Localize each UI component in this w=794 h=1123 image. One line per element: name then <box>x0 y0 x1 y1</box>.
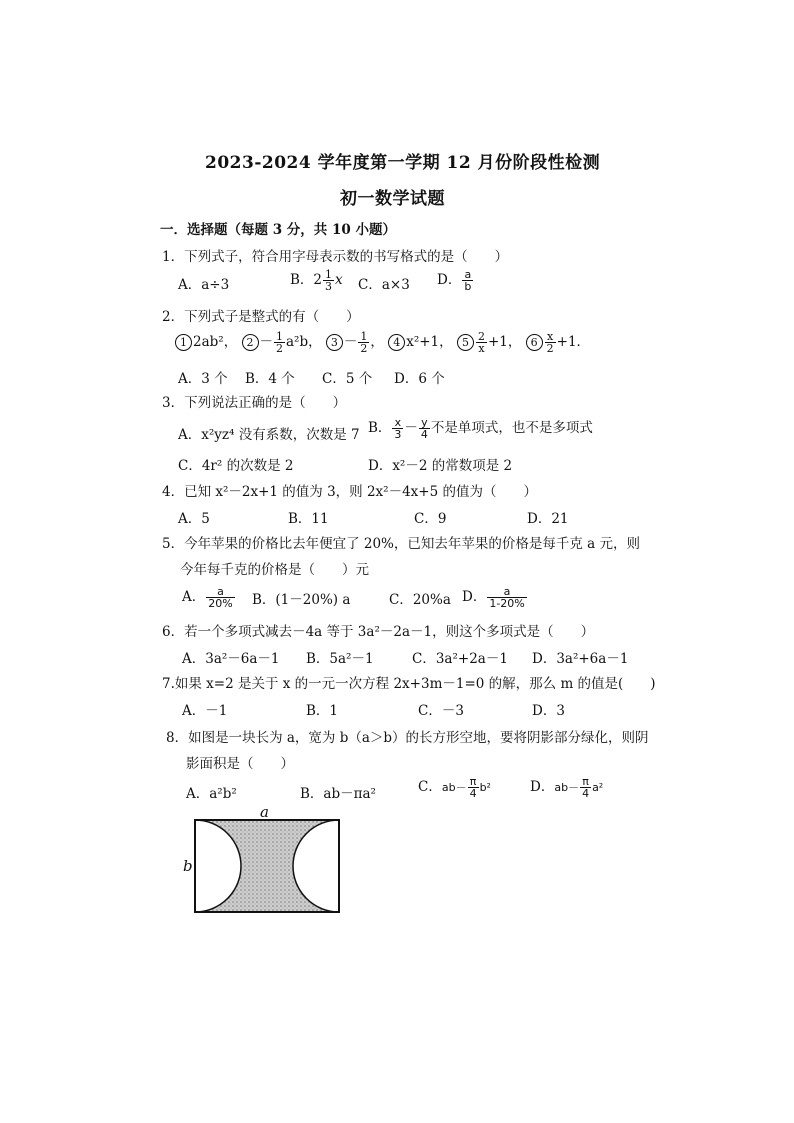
q4-option-b: B．11 <box>288 511 329 527</box>
q6-stem: 6．若一个多项式减去－4a 等于 3a²－2a－1，则这个多项式是（ ） <box>162 624 595 640</box>
q3-option-c: C．4r² 的次数是 2 <box>178 458 294 474</box>
q1-stem: 1．下列式子，符合用字母表示数的书写格式的是（ ） <box>162 249 509 265</box>
circled-number-4: 4 <box>388 334 405 351</box>
q7-option-a: A．－1 <box>182 703 228 719</box>
q5-stem-line1: 5．今年苹果的价格比去年便宜了 20%，已知去年苹果的价格是每千克 a 元，则 <box>162 536 641 552</box>
q2-option-a: A．3 个 <box>178 371 228 387</box>
figure-label-b: b <box>183 857 193 875</box>
q4-option-c: C．9 <box>414 511 447 527</box>
circled-number-6: 6 <box>526 334 543 351</box>
q7-option-d: D．3 <box>532 703 565 719</box>
q1-option-c: C．a×3 <box>358 277 410 293</box>
q7-option-b: B．1 <box>306 703 339 719</box>
q7-option-c: C．－3 <box>418 703 464 719</box>
q5-option-c: C．20%a <box>389 592 451 608</box>
q3-option-d: D．x²－2 的常数项是 2 <box>368 458 513 474</box>
q6-option-c: C．3a²+2a－1 <box>412 651 508 667</box>
q2-option-b: B．4 个 <box>245 371 295 387</box>
figure-label-a: a <box>260 803 269 821</box>
circled-number-1: 1 <box>175 334 192 351</box>
q8-stem-line2: 影面积是（ ） <box>186 756 294 772</box>
q4-option-a: A．5 <box>178 511 210 527</box>
q8-rectangle-figure <box>180 805 350 920</box>
section-heading: 一．选择题（每题 3 分，共 10 小题） <box>160 222 396 238</box>
q6-option-d: D．3a²+6a－1 <box>532 651 629 667</box>
q4-option-d: D．21 <box>527 511 569 527</box>
q5-stem-line2: 今年每千克的价格是（ ）元 <box>180 562 369 578</box>
exam-subtitle: 初一数学试题 <box>340 189 445 209</box>
q2-stem: 2．下列式子是整式的有（ ） <box>162 309 360 325</box>
q8-option-c: C．ab－ $\frac{\pi}{4}$ b² <box>418 775 491 800</box>
q3-option-b: B． $\frac{x}{3}$ － $\frac{y}{4}$ 不是单项式，也不是多项式 <box>368 416 593 441</box>
q1-option-d: D． $\frac{a}{b}$ <box>437 268 472 293</box>
q4-stem: 4．已知 x²－2x+1 的值为 3，则 2x²－4x+5 的值为（ ） <box>162 484 537 500</box>
q8-option-b: B．ab－πa² <box>300 786 376 802</box>
q2-expressions: 1 2ab²， 2 － $\frac{1}{2}$ a²b， 3 － $\frac{1}{2}$ ， 4 x²+1， 5 $\frac{2}{x}$ +1， 6 $\frac{x}{2}$ +1． <box>175 330 590 354</box>
q6-option-a: A．3a²－6a－1 <box>182 651 280 667</box>
circled-number-3: 3 <box>326 334 343 351</box>
q5-option-b: B．(1－20%) a <box>252 592 351 608</box>
circled-number-5: 5 <box>457 334 474 351</box>
q5-option-d: D． $\frac{a}{1-20\%}$ <box>462 585 525 610</box>
q2-option-d: D．6 个 <box>394 371 445 387</box>
q8-option-d: D．ab－ $\frac{\pi}{4}$ a² <box>530 775 604 800</box>
q3-option-a: A．x²yz⁴ 没有系数，次数是 7 <box>178 427 360 443</box>
exam-title: 2023-2024 学年度第一学期 12 月份阶段性检测 <box>205 153 601 173</box>
q6-option-b: B．5a²－1 <box>306 651 374 667</box>
q8-stem-line1: 8．如图是一块长为 a，宽为 b（a＞b）的长方形空地，要将阴影部分绿化，则阴 <box>166 730 649 746</box>
q2-option-c: C．5 个 <box>322 371 373 387</box>
q1-option-a: A．a÷3 <box>178 277 230 293</box>
q1-option-b: B．2 $\frac{1}{3}$ x <box>290 268 343 293</box>
q7-stem: 7.如果 x=2 是关于 x 的一元一次方程 2x+3m－1=0 的解，那么 m 的值是( ) <box>162 676 656 692</box>
q3-stem: 3．下列说法正确的是（ ） <box>162 395 347 411</box>
circled-number-2: 2 <box>242 334 259 351</box>
q8-option-a: A．a²b² <box>186 786 237 802</box>
q5-option-a: A． $\frac{a}{20\%}$ <box>182 585 233 610</box>
